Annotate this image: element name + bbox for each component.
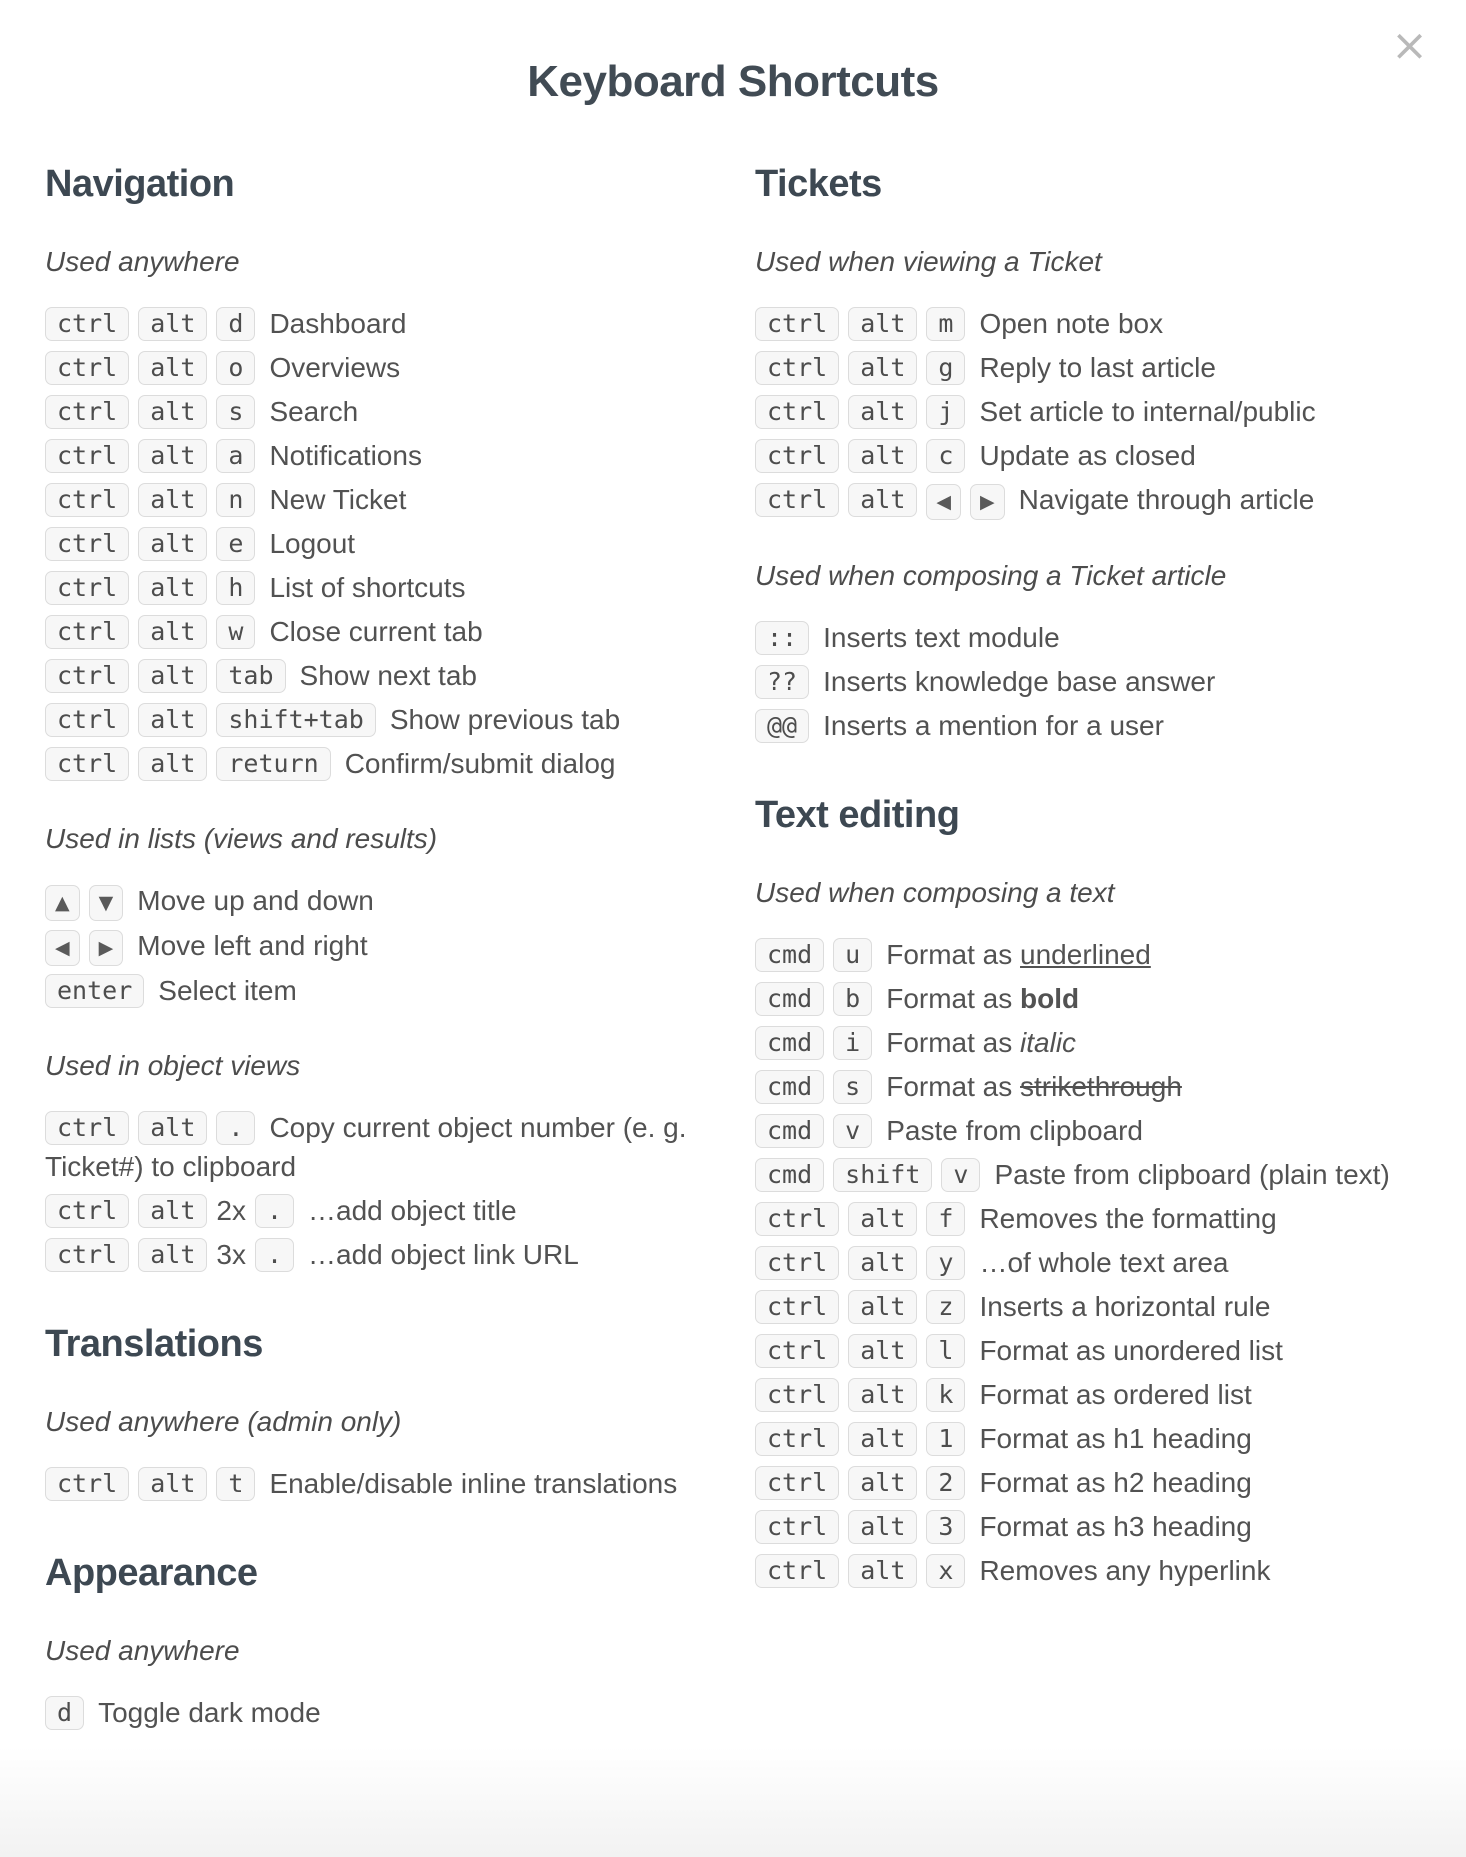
key-cap: s — [833, 1070, 872, 1104]
key-cap: . — [255, 1238, 294, 1272]
shortcut-row — [755, 436, 1421, 475]
shortcut-list — [45, 304, 711, 783]
shortcut-label — [979, 1203, 1276, 1234]
shortcut-label — [886, 1115, 1143, 1146]
label-segment: Format as h1 heading — [979, 1423, 1252, 1454]
group-subheading: Used in object views — [45, 1050, 301, 1081]
label-segment: Format as unordered list — [979, 1335, 1283, 1366]
shortcut-list — [755, 618, 1421, 745]
key-cap: alt — [138, 1111, 207, 1145]
shortcut-label — [269, 308, 406, 339]
shortcut-label — [823, 710, 1164, 741]
shortcut-row — [45, 971, 711, 1010]
label-segment: Paste from clipboard — [886, 1115, 1144, 1146]
key-cap: ctrl — [45, 395, 129, 429]
key-cap: ctrl — [45, 483, 129, 517]
key-cap: a — [216, 439, 255, 473]
key-cap: ctrl — [45, 747, 129, 781]
key-cap: ctrl — [755, 307, 839, 341]
shortcut-label — [823, 622, 1060, 653]
shortcut-label — [308, 1239, 579, 1270]
shortcut-row — [755, 979, 1421, 1018]
shortcut-label — [979, 352, 1216, 383]
shortcut-row — [45, 348, 711, 387]
label-segment: Navigate through article — [1018, 484, 1315, 515]
shortcut-label — [269, 352, 400, 383]
label-segment: Update as closed — [979, 440, 1196, 471]
shortcut-label — [269, 572, 465, 603]
key-cap: 1 — [926, 1422, 965, 1456]
shortcut-label — [390, 704, 620, 735]
key-cap: ctrl — [755, 1246, 839, 1280]
label-segment: Dashboard — [269, 308, 407, 339]
shortcut-row — [755, 662, 1421, 701]
shortcut-row — [45, 1464, 711, 1503]
key-cap: cmd — [755, 1070, 824, 1104]
section-heading: Appearance — [45, 1552, 258, 1594]
key-cap: return — [216, 747, 330, 781]
label-segment: …add object title — [308, 1195, 517, 1226]
label-segment: Show next tab — [299, 660, 477, 691]
key-cap: ctrl — [45, 439, 129, 473]
key-cap: . — [216, 1111, 255, 1145]
key-cap: alt — [848, 1290, 917, 1324]
key-cap: l — [926, 1334, 965, 1368]
key-cap: ctrl — [45, 307, 129, 341]
group-subheading: Used when composing a text — [755, 877, 1115, 908]
shortcut-columns — [45, 162, 1421, 1737]
key-cap: ctrl — [755, 1466, 839, 1500]
shortcut-row — [45, 1191, 711, 1230]
shortcut-row — [755, 480, 1421, 520]
key-cap: alt — [138, 615, 207, 649]
close-icon[interactable]: × — [1391, 20, 1428, 71]
group-subheading: Used when viewing a Ticket — [755, 246, 1102, 277]
key-cap: v — [941, 1158, 980, 1192]
key-cap: tab — [216, 659, 285, 693]
group-subheading: Used anywhere (admin only) — [45, 1406, 402, 1437]
key-cap: t — [216, 1467, 255, 1501]
shortcut-row — [755, 618, 1421, 657]
key-cap: n — [216, 483, 255, 517]
shortcut-row — [755, 1507, 1421, 1546]
label-segment: Toggle dark mode — [98, 1697, 321, 1728]
label-segment: Search — [269, 396, 359, 427]
key-cap: alt — [848, 1378, 917, 1412]
label-segment: Paste from clipboard (plain text) — [994, 1159, 1390, 1190]
label-segment: Format as — [886, 1027, 1021, 1058]
key-cap: x — [926, 1554, 965, 1588]
shortcut-row — [45, 480, 711, 519]
shortcut-label — [886, 1071, 1182, 1102]
shortcut-label — [1019, 484, 1315, 515]
key-cap: ctrl — [755, 1290, 839, 1324]
key-cap: s — [216, 395, 255, 429]
label-segment-italic: italic — [1020, 1027, 1077, 1058]
shortcut-label — [979, 1467, 1251, 1498]
shortcut-label — [158, 975, 297, 1006]
label-segment: Inserts a horizontal rule — [979, 1291, 1271, 1322]
label-segment: Reply to last article — [979, 352, 1216, 383]
arrow-key-cap: ◀ — [45, 930, 80, 966]
key-cap: i — [833, 1026, 872, 1060]
label-segment-strike: strikethrough — [1020, 1071, 1182, 1102]
shortcut-row — [45, 304, 711, 343]
label-segment: List of shortcuts — [269, 572, 466, 603]
key-cap: ctrl — [755, 1334, 839, 1368]
shortcut-label — [269, 616, 482, 647]
shortcut-label — [979, 440, 1195, 471]
label-segment-bold: bold — [1020, 983, 1080, 1014]
column-left — [45, 162, 711, 1737]
label-segment: Set article to internal/public — [979, 396, 1316, 427]
arrow-key-cap: ▲ — [45, 885, 80, 921]
label-segment: Inserts text module — [823, 622, 1060, 653]
group-subheading: Used in lists (views and results) — [45, 823, 438, 854]
key-cap: ctrl — [755, 1554, 839, 1588]
key-cap: alt — [848, 1554, 917, 1588]
key-cap: k — [926, 1378, 965, 1412]
label-segment: Inserts a mention for a user — [823, 710, 1164, 741]
shortcut-label — [979, 1555, 1270, 1586]
key-cap: alt — [848, 307, 917, 341]
label-segment: …of whole text area — [979, 1247, 1229, 1278]
key-cap: ctrl — [45, 703, 129, 737]
shortcut-row — [755, 348, 1421, 387]
key-cap: ctrl — [45, 1194, 129, 1228]
key-cap: j — [926, 395, 965, 429]
shortcut-list — [755, 304, 1421, 520]
key-cap: alt — [848, 1422, 917, 1456]
shortcut-row — [755, 1067, 1421, 1106]
arrow-key-cap: ▶ — [89, 930, 124, 966]
key-cap: @@ — [755, 709, 809, 743]
shortcut-list — [45, 881, 711, 1010]
key-cap: :: — [755, 621, 809, 655]
key-cap: alt — [138, 703, 207, 737]
column-right — [755, 162, 1421, 1595]
shortcut-label — [269, 484, 406, 515]
key-cap: ?? — [755, 665, 809, 699]
key-cap: ctrl — [45, 351, 129, 385]
key-cap: alt — [138, 1238, 207, 1272]
key-cap: cmd — [755, 982, 824, 1016]
key-cap: alt — [848, 483, 917, 517]
shortcut-row — [45, 568, 711, 607]
key-cap: shift+tab — [216, 703, 375, 737]
label-segment: Format as h2 heading — [979, 1467, 1252, 1498]
shortcut-row — [45, 436, 711, 475]
key-cap: ctrl — [45, 1238, 129, 1272]
arrow-key-cap: ◀ — [926, 484, 961, 520]
section-heading: Translations — [45, 1323, 263, 1365]
label-segment: Format as ordered list — [979, 1379, 1252, 1410]
key-cap: ctrl — [45, 571, 129, 605]
shortcut-row — [755, 1463, 1421, 1502]
key-cap: u — [833, 938, 872, 972]
shortcut-row — [755, 392, 1421, 431]
key-cap: alt — [848, 351, 917, 385]
shortcut-label — [979, 1511, 1251, 1542]
key-cap: v — [833, 1114, 872, 1148]
key-cap: shift — [833, 1158, 932, 1192]
key-cap: c — [926, 439, 965, 473]
key-cap: ctrl — [755, 1422, 839, 1456]
shortcut-label — [979, 1247, 1228, 1278]
key-cap: b — [833, 982, 872, 1016]
group-subheading: Used anywhere — [45, 1635, 240, 1666]
key-cap: cmd — [755, 1114, 824, 1148]
label-segment: Close current tab — [269, 616, 483, 647]
key-cap: alt — [138, 307, 207, 341]
shortcut-row — [755, 935, 1421, 974]
shortcut-list — [45, 1108, 711, 1274]
shortcut-row — [45, 612, 711, 651]
shortcut-row — [755, 1287, 1421, 1326]
key-cap: 2 — [926, 1466, 965, 1500]
shortcut-row — [755, 1331, 1421, 1370]
shortcut-label — [345, 748, 616, 779]
label-segment: Format as — [886, 1071, 1021, 1102]
arrow-key-cap: ▶ — [970, 484, 1005, 520]
label-segment: Format as — [886, 939, 1021, 970]
key-cap: alt — [848, 1510, 917, 1544]
shortcut-list — [755, 935, 1421, 1590]
key-cap: 3 — [926, 1510, 965, 1544]
key-cap: d — [216, 307, 255, 341]
key-cap: ctrl — [45, 1111, 129, 1145]
shortcut-label — [886, 939, 1151, 970]
label-segment: Move left and right — [137, 930, 368, 961]
shortcut-label — [269, 528, 355, 559]
label-segment: …add object link URL — [308, 1239, 579, 1270]
key-cap: ctrl — [755, 483, 839, 517]
shortcut-label — [886, 983, 1079, 1014]
shortcut-row — [45, 524, 711, 563]
shortcut-label — [994, 1159, 1389, 1190]
key-cap: ctrl — [755, 1510, 839, 1544]
shortcut-label — [269, 440, 422, 471]
key-repeat-count: 3x — [216, 1239, 246, 1270]
shortcut-label — [886, 1027, 1076, 1058]
key-cap: alt — [138, 483, 207, 517]
shortcut-row — [755, 1155, 1421, 1194]
key-cap: alt — [848, 395, 917, 429]
shortcut-row — [45, 881, 711, 921]
key-cap: alt — [138, 439, 207, 473]
shortcut-label — [823, 666, 1215, 697]
key-cap: ctrl — [755, 439, 839, 473]
key-cap: h — [216, 571, 255, 605]
shortcut-label — [979, 396, 1315, 427]
shortcut-row — [755, 1111, 1421, 1150]
label-segment: Logout — [269, 528, 356, 559]
shortcut-label — [979, 1379, 1251, 1410]
section-heading: Text editing — [755, 794, 960, 836]
shortcut-row — [755, 1199, 1421, 1238]
key-cap: cmd — [755, 1026, 824, 1060]
label-segment: Removes the formatting — [979, 1203, 1277, 1234]
key-cap: o — [216, 351, 255, 385]
shortcut-row — [45, 1693, 711, 1732]
label-segment: Enable/disable inline translations — [269, 1468, 678, 1499]
shortcut-row — [45, 700, 711, 739]
modal-title: Keyboard Shortcuts — [527, 57, 939, 106]
section-heading: Tickets — [755, 163, 882, 205]
key-cap: alt — [138, 571, 207, 605]
key-cap: cmd — [755, 1158, 824, 1192]
shortcut-label — [979, 1291, 1270, 1322]
key-cap: g — [926, 351, 965, 385]
shortcut-label — [269, 1468, 677, 1499]
label-segment: Show previous tab — [389, 704, 621, 735]
key-cap: ctrl — [45, 659, 129, 693]
shortcut-label — [300, 660, 477, 691]
shortcut-label — [137, 885, 374, 916]
shortcut-label — [269, 396, 358, 427]
shortcut-row — [45, 392, 711, 431]
shortcut-label — [308, 1195, 517, 1226]
key-cap: . — [255, 1194, 294, 1228]
key-cap: alt — [138, 659, 207, 693]
label-segment: Format as h3 heading — [979, 1511, 1252, 1542]
key-cap: alt — [848, 1202, 917, 1236]
key-cap: f — [926, 1202, 965, 1236]
shortcut-label — [979, 308, 1163, 339]
key-cap: ctrl — [755, 1202, 839, 1236]
shortcut-row — [755, 1023, 1421, 1062]
arrow-key-cap: ▼ — [89, 885, 124, 921]
key-cap: ctrl — [45, 527, 129, 561]
key-cap: y — [926, 1246, 965, 1280]
label-segment: Move up and down — [137, 885, 374, 916]
label-segment: Confirm/submit dialog — [344, 748, 616, 779]
key-cap: ctrl — [45, 1467, 129, 1501]
label-segment: Overviews — [269, 352, 401, 383]
label-segment: Select item — [158, 975, 297, 1006]
label-segment: Open note box — [979, 308, 1164, 339]
key-cap: alt — [848, 439, 917, 473]
shortcut-label — [98, 1697, 321, 1728]
shortcut-label — [137, 930, 367, 961]
shortcut-row — [755, 1419, 1421, 1458]
shortcut-row — [755, 1551, 1421, 1590]
key-cap: enter — [45, 974, 144, 1008]
label-segment: Inserts knowledge base answer — [823, 666, 1216, 697]
shortcut-row — [755, 1375, 1421, 1414]
shortcut-row — [755, 304, 1421, 343]
shortcut-label — [979, 1423, 1251, 1454]
key-cap: z — [926, 1290, 965, 1324]
shortcut-list — [45, 1693, 711, 1732]
key-cap: alt — [138, 527, 207, 561]
section-heading: Navigation — [45, 163, 235, 205]
key-cap: ctrl — [45, 615, 129, 649]
label-segment-underline: underlined — [1020, 939, 1151, 970]
key-cap: ctrl — [755, 1378, 839, 1412]
shortcut-row — [45, 1235, 711, 1274]
shortcut-row — [755, 1243, 1421, 1282]
bottom-fade — [0, 1747, 1466, 1857]
key-cap: d — [45, 1696, 84, 1730]
shortcut-label — [979, 1335, 1282, 1366]
group-subheading: Used anywhere — [45, 246, 240, 277]
key-cap: alt — [138, 1194, 207, 1228]
key-cap: m — [926, 307, 965, 341]
shortcut-row — [45, 1108, 711, 1186]
label-segment: Format as — [886, 983, 1021, 1014]
label-segment: Removes any hyperlink — [979, 1555, 1271, 1586]
key-cap: ctrl — [755, 351, 839, 385]
shortcut-row — [45, 926, 711, 966]
key-cap: alt — [138, 1467, 207, 1501]
key-cap: ctrl — [755, 395, 839, 429]
key-cap: w — [216, 615, 255, 649]
label-segment: Notifications — [269, 440, 422, 471]
key-cap: alt — [848, 1466, 917, 1500]
key-cap: cmd — [755, 938, 824, 972]
key-cap: alt — [138, 395, 207, 429]
key-cap: e — [216, 527, 255, 561]
key-cap: alt — [138, 747, 207, 781]
shortcut-row — [45, 744, 711, 783]
key-cap: alt — [848, 1246, 917, 1280]
key-cap: alt — [138, 351, 207, 385]
shortcut-row — [45, 656, 711, 695]
group-subheading: Used when composing a Ticket article — [755, 560, 1227, 591]
shortcut-row — [755, 706, 1421, 745]
label-segment: New Ticket — [269, 484, 407, 515]
label-segment: Copy current object number (e. g. Ticket#) to clipboard — [45, 1112, 687, 1182]
key-cap: alt — [848, 1334, 917, 1368]
key-repeat-count: 2x — [216, 1195, 246, 1226]
shortcut-list — [45, 1464, 711, 1503]
